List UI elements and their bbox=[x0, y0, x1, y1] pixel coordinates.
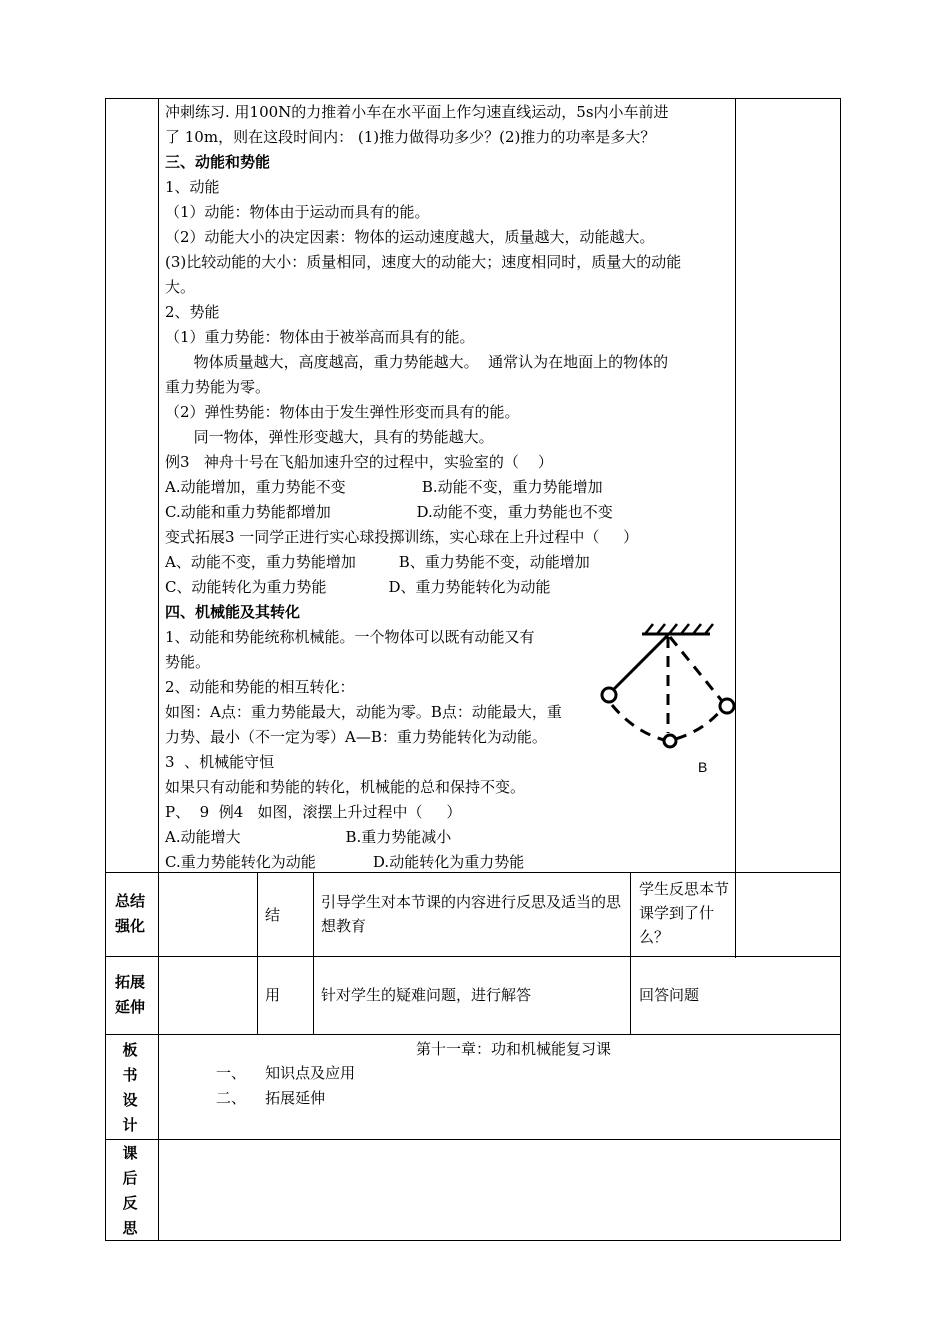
answer-options: A.动能增大 B.重力势能减小 bbox=[165, 828, 452, 846]
extend-method: 用 bbox=[265, 986, 281, 1004]
table-row-divider bbox=[105, 956, 841, 957]
extend-teacher-activity: 针对学生的疑难问题，进行解答 bbox=[321, 986, 532, 1004]
row-label-reflection: 课后反思 bbox=[122, 1144, 138, 1237]
content-line: 重力势能为零。 bbox=[165, 378, 271, 396]
table-top-border bbox=[105, 98, 841, 99]
content-line: 如图：A点：重力势能最大，动能为零。B点：动能最大，重 bbox=[165, 703, 562, 721]
content-line: 1、动能和势能统称机械能。一个物体可以既有动能又有 bbox=[165, 628, 535, 646]
content-line: 2、动能和势能的相互转化： bbox=[165, 678, 355, 696]
row-label-summary: 总结强化 bbox=[114, 892, 145, 935]
content-line: 同一物体，弹性形变越大，具有的势能越大。 bbox=[165, 428, 494, 446]
summary-student-activity: 学生反思本节课学到了什么？ bbox=[639, 880, 730, 946]
content-line: 大。 bbox=[165, 278, 196, 296]
table-row-divider bbox=[105, 1034, 841, 1035]
board-item: 二、 拓展延伸 bbox=[216, 1089, 326, 1107]
table-bottom-border bbox=[105, 1240, 841, 1241]
pendulum-string bbox=[611, 635, 668, 692]
section-heading: 三、动能和势能 bbox=[165, 153, 271, 171]
content-line: 力势、最小（不一定为零）A—B：重力势能转化为动能。 bbox=[165, 728, 547, 746]
ball-a bbox=[602, 688, 616, 702]
notes-column-divider bbox=[735, 98, 736, 958]
row-label-board: 板书设计 bbox=[122, 1041, 138, 1134]
ball-right bbox=[720, 699, 734, 713]
table-row-divider bbox=[105, 1139, 841, 1140]
table-row-divider bbox=[105, 872, 841, 873]
method-column-right bbox=[313, 872, 314, 1035]
content-line: 了 10m，则在这段时间内： (1)推力做得功多少？(2)推力的功率是多大？ bbox=[165, 128, 656, 146]
board-item: 一、 知识点及应用 bbox=[216, 1064, 356, 1082]
label-b: B bbox=[698, 759, 708, 775]
section-heading: 四、机械能及其转化 bbox=[165, 603, 301, 621]
student-column-left bbox=[630, 872, 631, 1035]
answer-options: C、动能转化为重力势能 D、重力势能转化为动能 bbox=[165, 578, 551, 596]
answer-options: A.动能增加，重力势能不变 B.动能不变，重力势能增加 bbox=[165, 478, 603, 496]
example-question: 变式拓展3 一同学正进行实心球投掷训练，实心球在上升过程中（ ） bbox=[165, 528, 639, 546]
content-line: 1、动能 bbox=[165, 178, 220, 196]
content-line: 冲刺练习. 用100N的力推着小车在水平面上作匀速直线运动，5s内小车前进 bbox=[165, 103, 669, 121]
content-line: 3 、机械能守恒 bbox=[165, 753, 275, 771]
dashed-string-right bbox=[670, 637, 722, 701]
content-line: （2）弹性势能：物体由于发生弹性形变而具有的能。 bbox=[165, 403, 520, 421]
answer-options: C.重力势能转化为动能 D.动能转化为重力势能 bbox=[165, 853, 525, 871]
content-line: (3)比较动能的大小：质量相同，速度大的动能大；速度相同时，质量大的动能 bbox=[165, 253, 682, 271]
content-line: （2）动能大小的决定因素：物体的运动速度越大，质量越大，动能越大。 bbox=[165, 228, 655, 246]
summary-teacher-activity: 引导学生对本节课的内容进行反思及适当的思想教育 bbox=[321, 893, 622, 935]
content-line: （1）重力势能：物体由于被举高而具有的能。 bbox=[165, 328, 475, 346]
method-column-left bbox=[257, 872, 258, 1035]
ball-b bbox=[664, 735, 676, 747]
content-line: 2、势能 bbox=[165, 303, 220, 321]
answer-options: C.动能和重力势能都增加 D.动能不变，重力势能也不变 bbox=[165, 503, 613, 521]
table-right-border bbox=[840, 98, 841, 1241]
example-question: 例3 神舟十号在飞船加速升空的过程中，实验室的（ ） bbox=[165, 453, 553, 471]
answer-options: A、动能不变，重力势能增加 B、重力势能不变，动能增加 bbox=[165, 553, 590, 571]
example-question: P、 9 例4 如图，滚摆上升过程中（ ） bbox=[165, 803, 462, 821]
table-left-border bbox=[105, 98, 106, 1241]
extend-student-activity: 回答问题 bbox=[639, 986, 700, 1004]
content-line: 势能。 bbox=[165, 653, 211, 671]
summary-method: 结 bbox=[265, 906, 281, 924]
row-label-extend: 拓展延伸 bbox=[114, 973, 145, 1016]
board-title: 第十一章：功和机械能复习课 bbox=[416, 1040, 612, 1058]
content-line: 如果只有动能和势能的转化，机械能的总和保持不变。 bbox=[165, 778, 526, 796]
label-column-divider bbox=[158, 98, 159, 1241]
pendulum-diagram bbox=[590, 615, 750, 780]
content-line: （1）动能：物体由于运动而具有的能。 bbox=[165, 203, 430, 221]
content-line: 物体质量越大，高度越高，重力势能越大。 通常认为在地面上的物体的 bbox=[165, 353, 669, 371]
